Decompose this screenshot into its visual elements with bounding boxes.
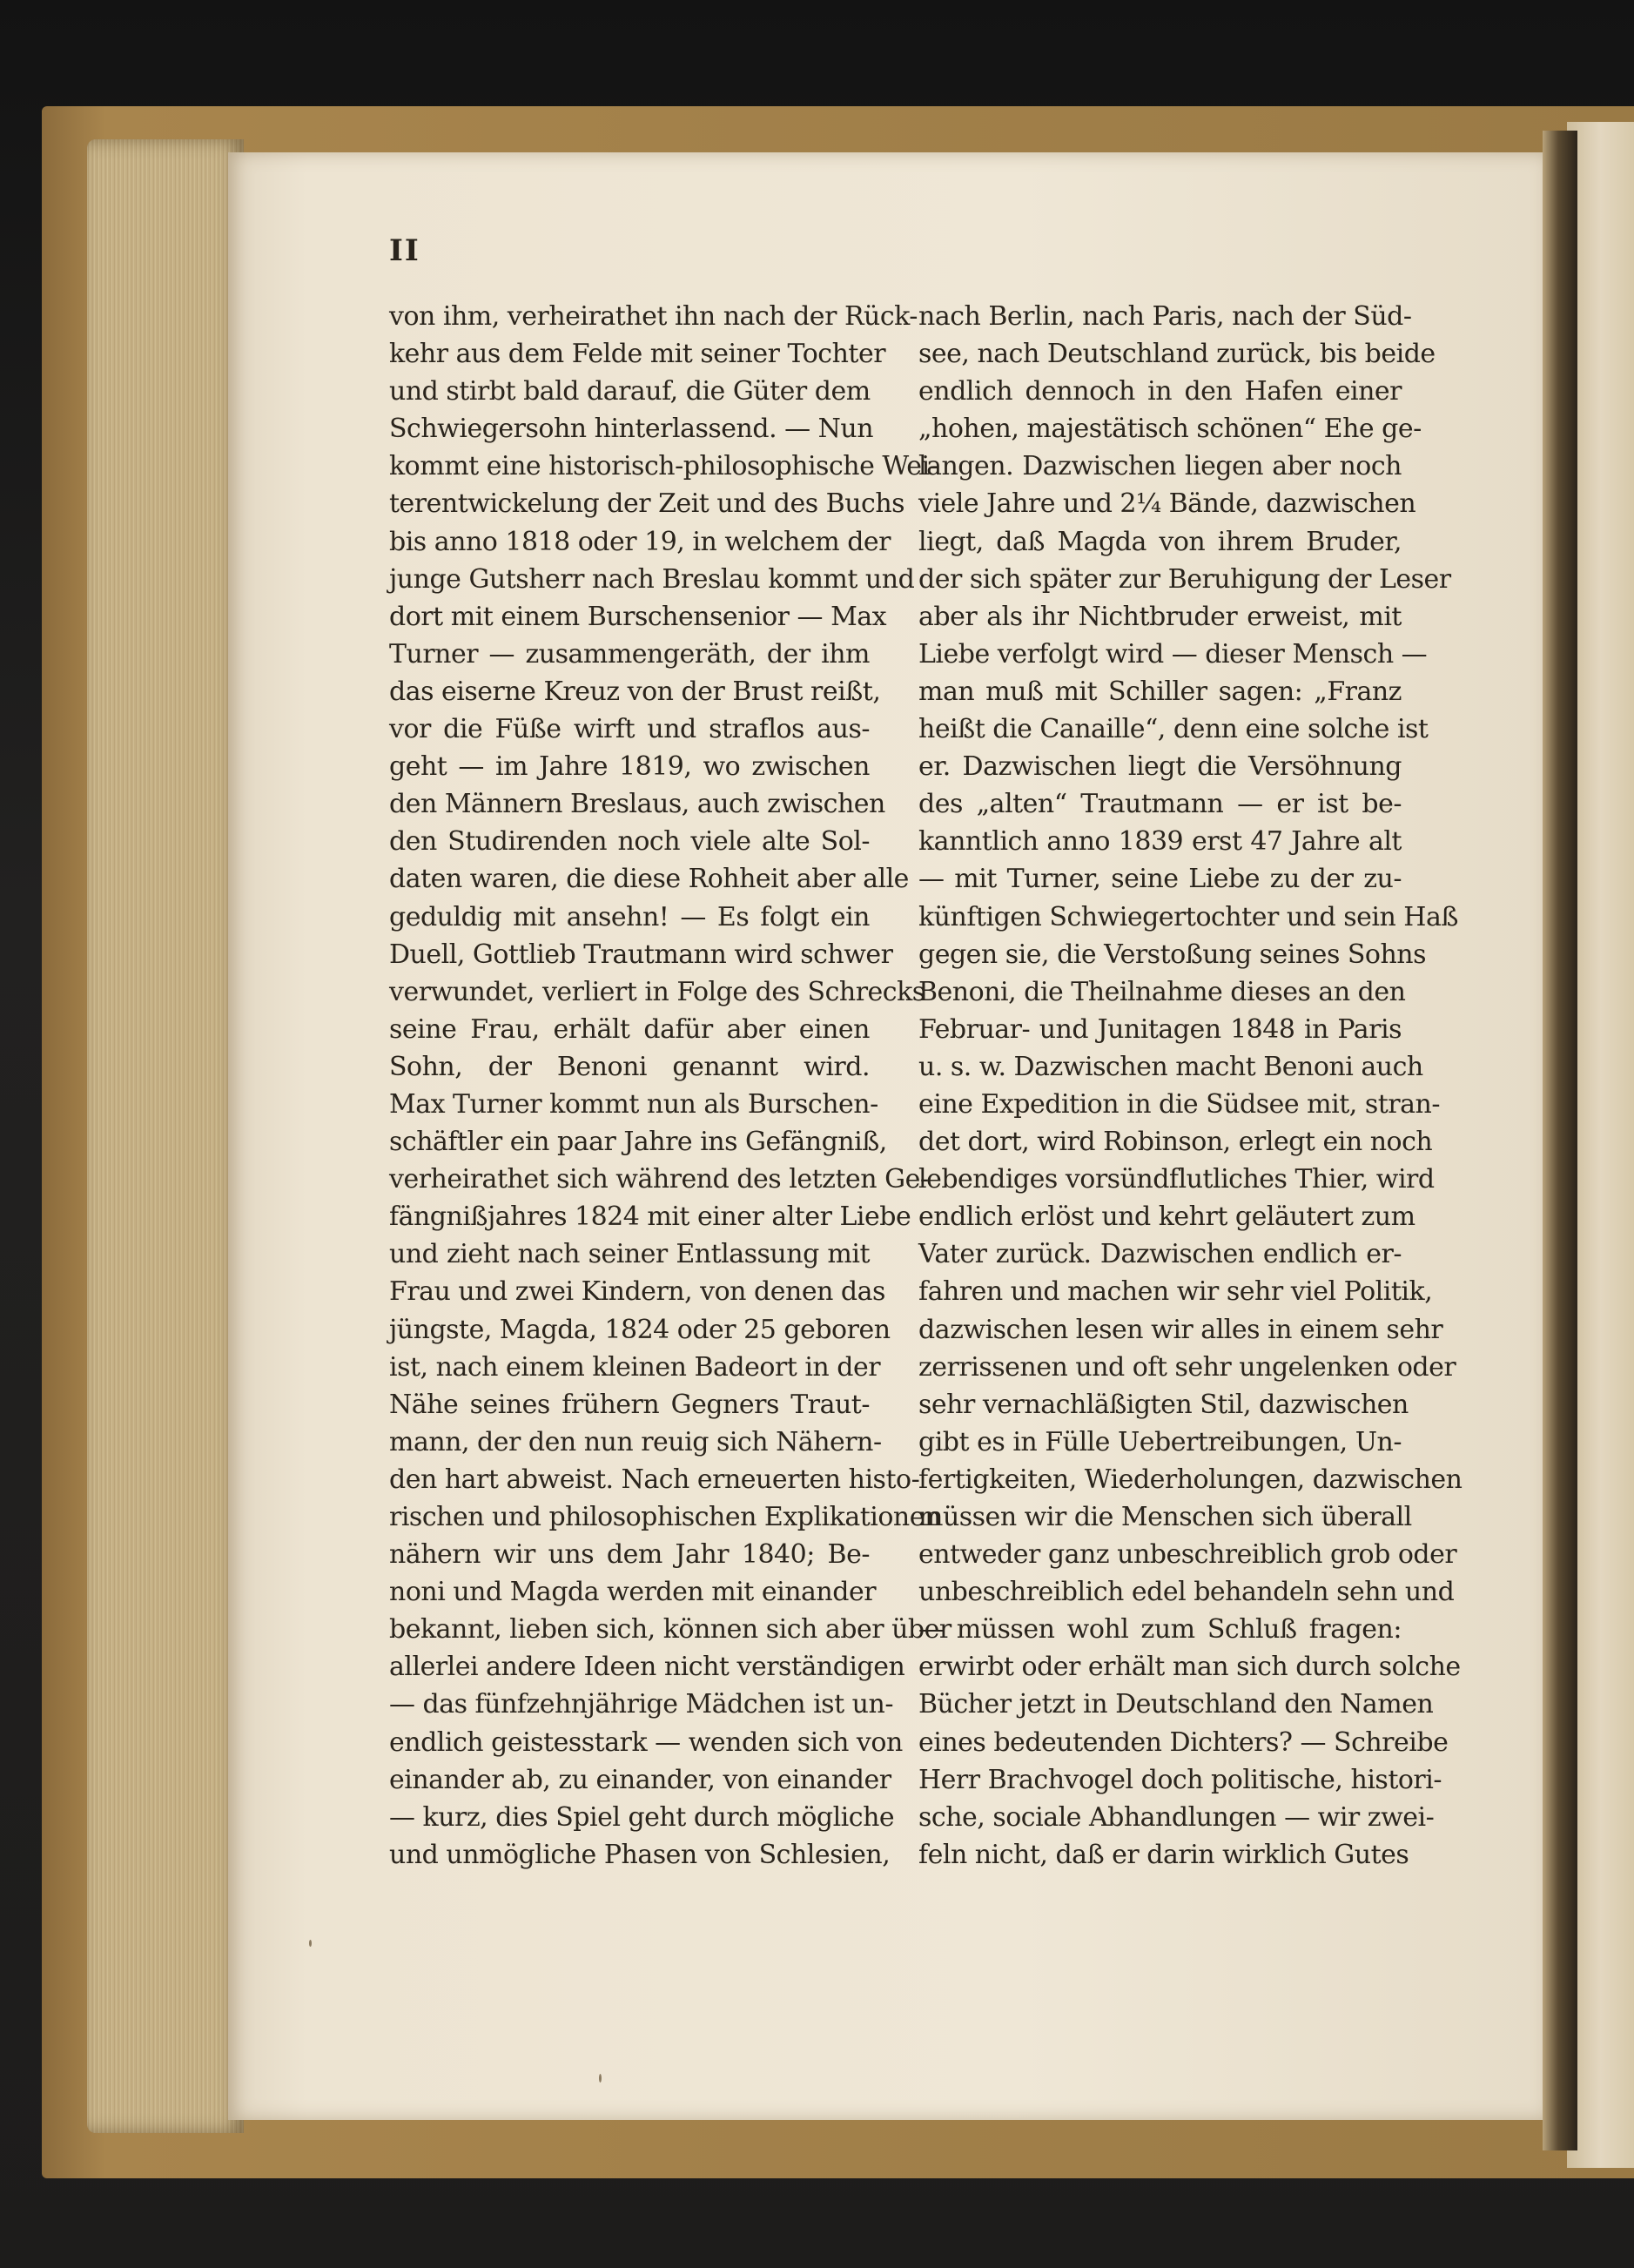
text-line: geht — im Jahre 1819, wo zwischen <box>389 751 870 783</box>
text-line: ist, nach einem kleinen Badeort in der <box>389 1351 881 1383</box>
text-line: man muß mit Schiller sagen: „Franz <box>918 676 1402 707</box>
text-line: terentwickelung der Zeit und des Buchs <box>389 488 905 520</box>
text-line: viele Jahre und 2¼ Bände, dazwischen <box>918 488 1416 520</box>
text-column-right <box>918 298 1463 1874</box>
text-line: gibt es in Fülle Uebertreibungen, Un- <box>918 1426 1402 1457</box>
text-line: bekannt, lieben sich, können sich aber über <box>389 1614 951 1645</box>
page-number: II <box>389 233 420 268</box>
text-line: jüngste, Magda, 1824 oder 25 geboren <box>389 1314 891 1345</box>
text-line: kommt eine historisch-philosophische Wei- <box>389 451 938 482</box>
text-line: gegen sie, die Verstoßung seines Sohns <box>918 939 1427 970</box>
text-line: u. s. w. Dazwischen macht Benoni auch <box>918 1051 1423 1082</box>
text-line: entweder ganz unbeschreiblich grob oder <box>918 1539 1457 1571</box>
text-line: den Männern Breslaus, auch zwischen <box>389 789 885 820</box>
text-line: Liebe verfolgt wird — dieser Mensch — <box>918 638 1428 670</box>
text-line: einander ab, zu einander, von einander <box>389 1764 891 1795</box>
text-line: mann, der den nun reuig sich Nähern- <box>389 1426 882 1457</box>
text-line: und zieht nach seiner Entlassung mit <box>389 1239 870 1270</box>
book-gutter <box>1543 131 1577 2150</box>
text-line: — kurz, dies Spiel geht durch mögliche <box>389 1801 895 1833</box>
text-line: erwirbt oder erhält man sich durch solche <box>918 1652 1461 1683</box>
text-line: aber als ihr Nichtbruder erweist, mit <box>918 601 1402 632</box>
text-line: den Studirenden noch viele alte Sol- <box>389 826 870 858</box>
text-line: sche, sociale Abhandlungen — wir zwei- <box>918 1801 1435 1833</box>
text-line: Februar- und Junitagen 1848 in Paris <box>918 1013 1402 1045</box>
text-line: Herr Brachvogel doch politische, histori- <box>918 1764 1442 1795</box>
text-line: Vater zurück. Dazwischen endlich er- <box>918 1239 1402 1270</box>
text-line: zerrissenen und oft sehr ungelenken oder <box>918 1351 1456 1383</box>
text-line: Turner — zusammengeräth, der ihm <box>389 638 870 670</box>
text-line: verheirathet sich während des letzten Ge- <box>389 1164 929 1195</box>
text-line: lebendiges vorsündflutliches Thier, wird <box>918 1164 1435 1195</box>
text-line: von ihm, verheirathet ihn nach der Rück- <box>389 301 918 332</box>
text-line: endlich dennoch in den Hafen einer <box>918 376 1402 407</box>
text-line: Duell, Gottlieb Trautmann wird schwer <box>389 939 893 970</box>
text-line: sehr vernachläßigten Stil, dazwischen <box>918 1389 1409 1420</box>
text-line: allerlei andere Ideen nicht verständigen <box>389 1652 905 1683</box>
paper-speck <box>309 1940 312 1947</box>
text-line: künftigen Schwiegertochter und sein Haß <box>918 901 1458 932</box>
text-line: endlich erlöst und kehrt geläutert zum <box>918 1201 1415 1233</box>
text-line: den hart abweist. Nach erneuerten histo- <box>389 1464 920 1495</box>
text-line: er. Dazwischen liegt die Versöhnung <box>918 751 1402 783</box>
text-line: — das fünfzehnjährige Mädchen ist un- <box>389 1689 893 1720</box>
text-line: nach Berlin, nach Paris, nach der Süd- <box>918 301 1412 332</box>
page-edges <box>87 139 244 2133</box>
text-line: endlich geistesstark — wenden sich von <box>389 1726 903 1758</box>
text-line: Frau und zwei Kindern, von denen das <box>389 1276 885 1308</box>
text-line: verwundet, verliert in Folge des Schrecks <box>389 976 925 1007</box>
text-line: Bücher jetzt in Deutschland den Namen <box>918 1689 1434 1720</box>
text-line: eine Expedition in die Südsee mit, stran- <box>918 1088 1440 1120</box>
text-line: der sich später zur Beruhigung der Leser <box>918 563 1451 595</box>
text-line: müssen wir die Menschen sich überall <box>918 1502 1412 1532</box>
text-line: unbeschreiblich edel behandeln sehn und <box>918 1577 1455 1608</box>
text-line: fängnißjahres 1824 mit einer alter Liebe <box>389 1201 911 1233</box>
text-line: liegt, daß Magda von ihrem Bruder, <box>918 526 1402 557</box>
text-line: langen. Dazwischen liegen aber noch <box>918 451 1402 482</box>
text-line: eines bedeutenden Dichters? — Schreibe <box>918 1726 1449 1758</box>
text-line: feln nicht, daß er darin wirklich Gutes <box>918 1839 1409 1870</box>
text-line: schäftler ein paar Jahre ins Gefängniß, <box>389 1127 887 1158</box>
text-line: rischen und philosophischen Explikationen <box>389 1502 941 1532</box>
text-line: — mit Turner, seine Liebe zu der zu- <box>918 864 1402 895</box>
text-line: — müssen wohl zum Schluß fragen: <box>918 1614 1402 1645</box>
text-line: nähern wir uns dem Jahr 1840; Be- <box>389 1539 870 1571</box>
text-line: kanntlich anno 1839 erst 47 Jahre alt <box>918 826 1402 858</box>
text-line: und stirbt bald darauf, die Güter dem <box>389 376 871 407</box>
text-line: Nähe seines frühern Gegners Traut- <box>389 1389 870 1420</box>
text-line: geduldig mit ansehn! — Es folgt ein <box>389 901 870 932</box>
text-line: kehr aus dem Felde mit seiner Tochter <box>389 339 886 370</box>
text-line: vor die Füße wirft und straflos aus- <box>389 714 870 745</box>
text-line: noni und Magda werden mit einander <box>389 1577 877 1608</box>
text-line: Benoni, die Theilnahme dieses an den <box>918 976 1406 1007</box>
text-line: das eiserne Kreuz von der Brust reißt, <box>389 676 881 707</box>
text-line: daten waren, die diese Rohheit aber alle <box>389 864 909 895</box>
paper-speck <box>599 2074 602 2083</box>
text-line: bis anno 1818 oder 19, in welchem der <box>389 526 891 557</box>
text-line: Sohn, der Benoni genannt wird. <box>389 1051 870 1082</box>
text-line: det dort, wird Robinson, erlegt ein noch <box>918 1127 1433 1158</box>
text-line: und unmögliche Phasen von Schlesien, <box>389 1839 891 1870</box>
text-line: Schwiegersohn hinterlassend. — Nun <box>389 414 874 445</box>
text-line: seine Frau, erhält dafür aber einen <box>389 1013 870 1045</box>
text-line: „hohen, majestätisch schönen“ Ehe ge- <box>918 414 1422 445</box>
text-line: fahren und machen wir sehr viel Politik, <box>918 1276 1433 1308</box>
text-line: see, nach Deutschland zurück, bis beide <box>918 339 1436 370</box>
text-line: dort mit einem Burschensenior — Max <box>389 601 887 632</box>
text-line: Max Turner kommt nun als Burschen- <box>389 1088 878 1120</box>
text-line: junge Gutsherr nach Breslau kommt und <box>389 563 915 595</box>
text-line: dazwischen lesen wir alles in einem sehr <box>918 1314 1443 1345</box>
text-line: des „alten“ Trautmann — er ist be- <box>918 789 1402 820</box>
text-line: heißt die Canaille“, denn eine solche ist <box>918 714 1429 745</box>
text-line: fertigkeiten, Wiederholungen, dazwischen <box>918 1464 1463 1495</box>
text-column-left <box>389 298 951 1874</box>
